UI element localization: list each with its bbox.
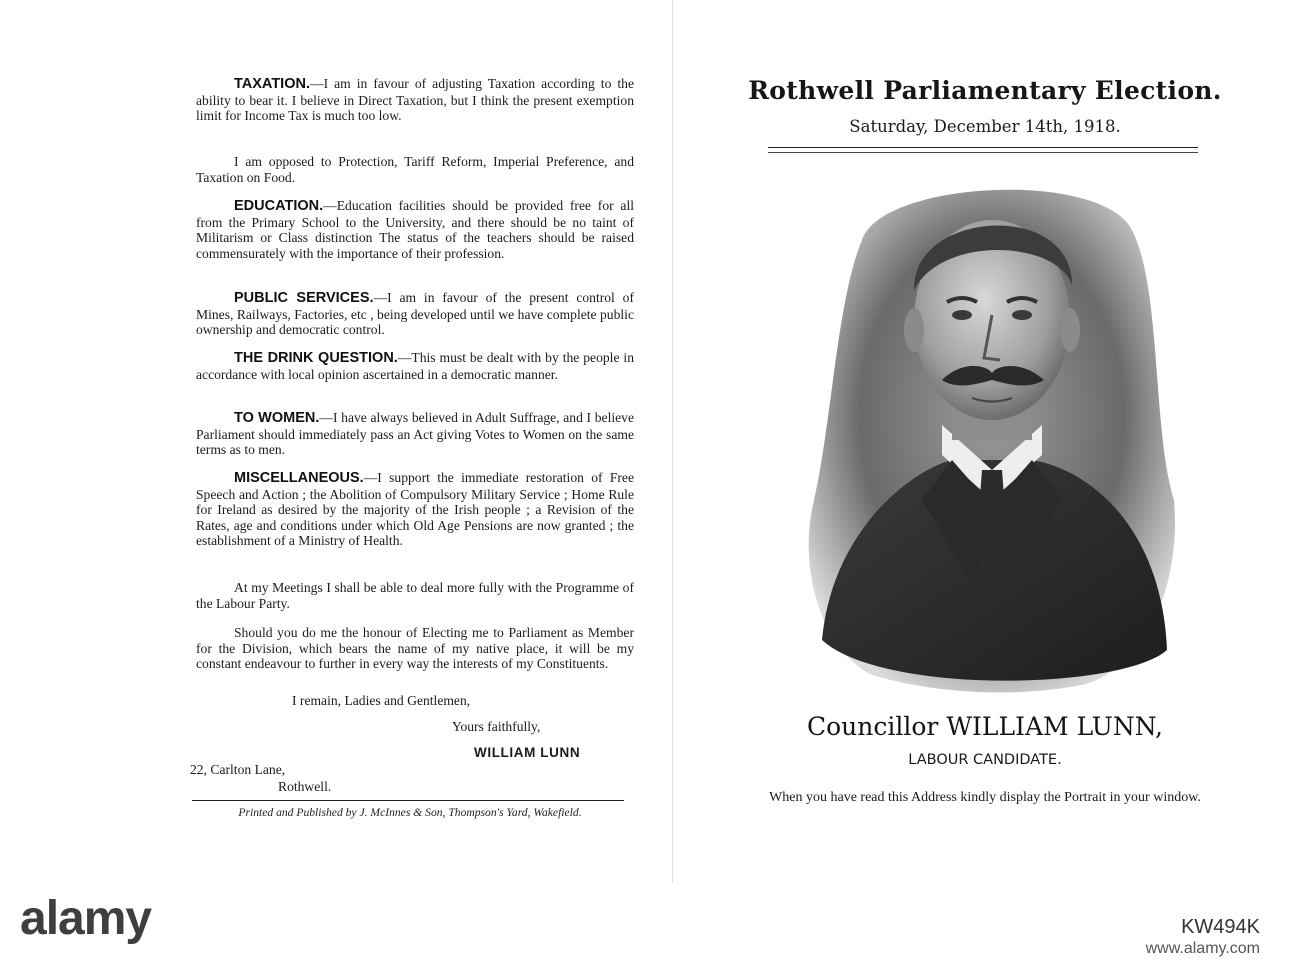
paragraph-honour: [196, 625, 634, 672]
closing-salutation: I remain, Ladies and Gentlemen,: [292, 693, 471, 708]
address-line-1: 22, Carlton Lane,: [190, 762, 286, 777]
printer-imprint: Printed and Published by J. McInnes & Son, Thompson's Yard, Wakefield.: [238, 806, 582, 819]
paragraph-text: —I have always believed in Adult Suffrage, and I believe Parliament should immediately pass an Act giving Votes to Women on the same terms as to men.: [196, 410, 634, 457]
paragraph-protection: [196, 154, 634, 185]
election-title: Rothwell Parliamentary Election.: [748, 76, 1222, 105]
election-date: Saturday, December 14th, 1918.: [849, 117, 1121, 136]
paragraph-drink-question: [196, 350, 634, 382]
paragraph-heading: MISCELLANEOUS.: [234, 470, 364, 486]
title-rule-thin: [768, 152, 1198, 153]
paragraph-heading: THE DRINK QUESTION.: [234, 350, 398, 366]
candidate-name: WILLIAM LUNN,: [946, 712, 1163, 741]
paragraph-meetings: [196, 580, 634, 611]
paragraph-heading: TAXATION.: [234, 76, 310, 92]
image-code: KW494K: [1181, 916, 1260, 938]
page-fold: [672, 0, 673, 883]
paragraph-to-women: [196, 410, 634, 458]
candidate-name-line: [730, 712, 1240, 741]
site-url: www.alamy.com: [1145, 940, 1260, 957]
alamy-logo: alamy: [20, 892, 152, 945]
paragraph-text: Should you do me the honour of Electing me to Parliament as Member for the Division, which bears the name of my native place, it will be my constant endeavour to further in every way the interests of my Constituents.: [196, 625, 634, 671]
closing-faithfully: Yours faithfully,: [452, 719, 541, 734]
watermark-footer: [0, 883, 1300, 975]
paragraph-text: —I am in favour of the present control of Mines, Railways, Factories, etc , being developed until we have complete public ownership and democratic control.: [196, 290, 634, 337]
paragraph-text: —This must be dealt with by the people in accordance with local opinion ascertained in a democratic manner.: [196, 350, 635, 382]
display-note: When you have read this Address kindly display the Portrait in your window.: [769, 790, 1201, 805]
paragraph-text: —I am in favour of adjusting Taxation according to the ability to bear it. I believe in Direct Taxation, but I think the present exemption limit for Income Tax is much too low.: [196, 76, 634, 123]
paragraph-heading: TO WOMEN.: [234, 410, 320, 426]
imprint-rule: [192, 800, 624, 801]
right-page: [730, 0, 1240, 883]
left-page: [190, 0, 635, 883]
title-rule: [768, 147, 1198, 148]
paragraph-heading: PUBLIC SERVICES.: [234, 290, 374, 306]
paragraph-education: [196, 198, 634, 261]
paragraph-text: —I support the immediate restoration of Free Speech and Action ; the Abolition of Compulsory Military Service ; Home Rule for Ireland as desired by the majority of the Irish people ; a Revision of the Rates, age and conditions under which Old Age Pensions are now granted ; the establishment of a Ministry of Health.: [196, 470, 634, 548]
candidate-party: LABOUR CANDIDATE.: [908, 752, 1062, 768]
paragraph-text: At my Meetings I shall be able to deal more fully with the Programme of the Labour Party.: [196, 580, 634, 611]
address-line-2: Rothwell.: [278, 779, 332, 794]
candidate-portrait: [802, 170, 1180, 698]
paragraph-public-services: [196, 290, 634, 338]
paragraph-heading: EDUCATION.: [234, 198, 324, 214]
paragraph-miscellaneous: [196, 470, 634, 549]
candidate-prefix: Councillor: [807, 712, 939, 741]
signature-name: WILLIAM LUNN: [474, 745, 581, 760]
paragraph-taxation: [196, 76, 634, 124]
paragraph-text: —Education facilities should be provided free for all from the Primary School to the University, and there should be no taint of Militarism or Class distinction The status of the teachers should be raised commensurately with the importance of their profession.: [196, 198, 634, 261]
paragraph-text: I am opposed to Protection, Tariff Reform, Imperial Preference, and Taxation on Food.: [196, 154, 634, 185]
